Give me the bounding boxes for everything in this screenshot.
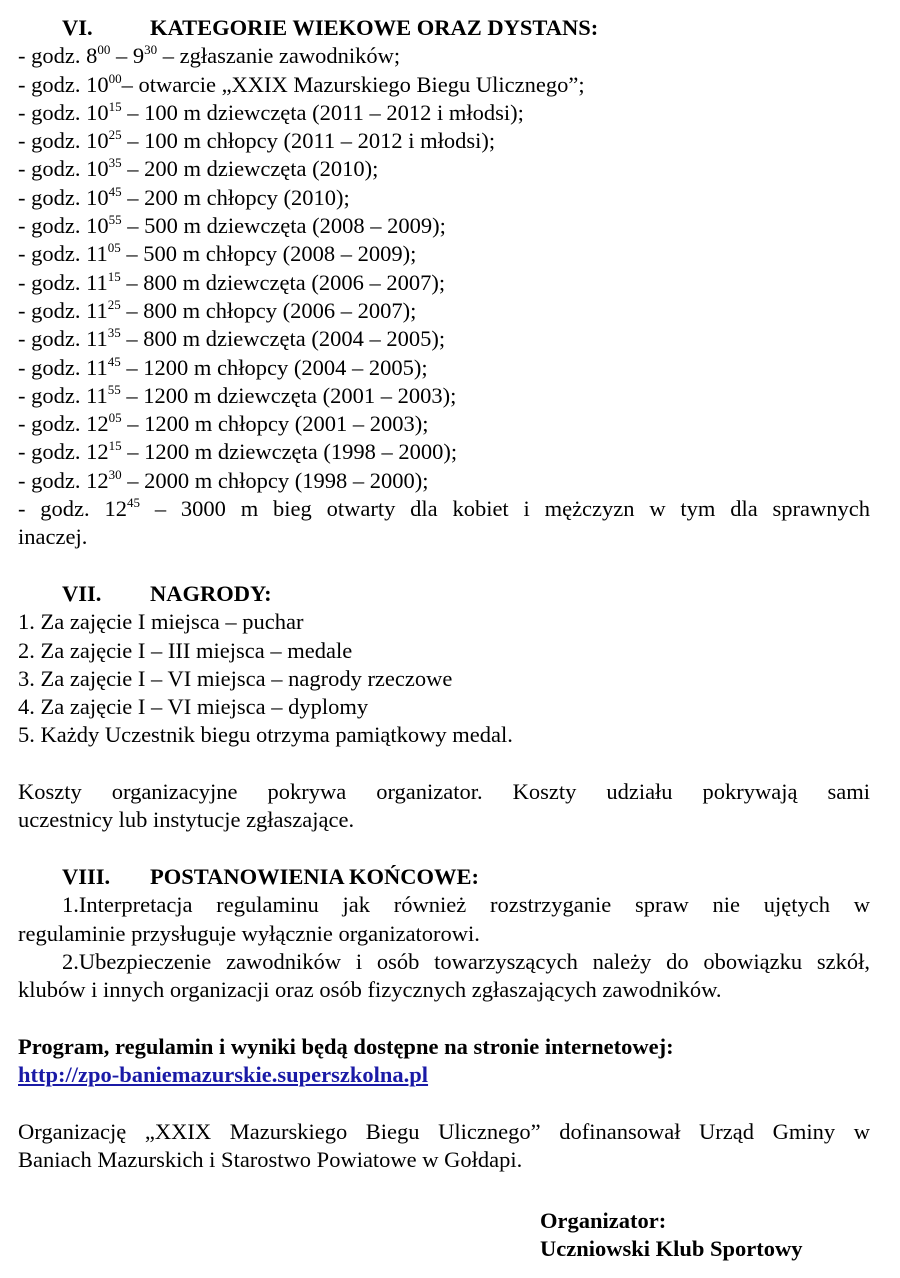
schedule-item: - godz. $10^{25} - 100$ m chłopcy (2011 – 2012 i młodsi); xyxy=(18,127,496,154)
document-page xyxy=(18,14,870,1174)
schedule-list xyxy=(18,42,870,495)
schedule-item: - godz. $10^{00}-$ otwarcie „XXIX Mazurskiego Biegu Ulicznego”; xyxy=(18,70,585,97)
schedule-item: - godz. $11^{15} - 800$ m dziewczęta (2006 – 2007); xyxy=(18,268,446,295)
schedule-item: - godz. $10^{55} - 500$ m dziewczęta (2008 – 2009); xyxy=(18,212,446,239)
section-6-heading xyxy=(18,14,870,42)
website-label: Program, regulamin i wyniki będą dostępne na stronie internetowej: xyxy=(18,1033,674,1059)
section-7-title: NAGRODY: xyxy=(150,580,272,606)
prize-item: 5. Każdy Uczestnik biegu otrzyma pamiątkowy medal. xyxy=(18,722,513,748)
final-provision-2-line1: 2.Ubezpieczenie zawodników i osób towarzyszących należy do obowiązku szkół, xyxy=(62,948,870,974)
schedule-item: - godz. $11^{45} - 1200$ m chłopcy (2004 – 2005); xyxy=(18,353,428,380)
prize-item: 3. Za zajęcie I – VI miejsca – nagrody rzeczowe xyxy=(18,665,453,691)
schedule-item: - godz. $11^{55} - 1200$ m dziewczęta (2001 – 2003); xyxy=(18,381,457,408)
schedule-item: - godz. $10^{15} - 100$ m dziewczęta (2011 – 2012 i młodsi); xyxy=(18,98,524,125)
final-provision-1-line1: 1.Interpretacja regulaminu jak również rozstrzyganie spraw nie ujętych w xyxy=(62,892,870,918)
signature-block xyxy=(540,1207,803,1264)
prize-item: 2. Za zajęcie I – III miejsca – medale xyxy=(18,637,353,663)
section-6-number: VI. xyxy=(62,15,93,40)
schedule-item: - godz. $12^{05} - 1200$ m chłopcy (2001 – 2003); xyxy=(18,410,429,437)
schedule-item-last: - godz. $12^{45} - 3000$ m bieg otwarty dla kobiet i mężczyzn w tym dla sprawnych xyxy=(18,495,870,522)
schedule-item: - godz. $12^{30} - 2000$ m chłopcy (1998 – 2000); xyxy=(18,466,429,493)
funding-line1: Organizację „XXIX Mazurskiego Biegu Ulicznego” dofinansował Urząd Gminy w xyxy=(18,1118,870,1144)
signature-role: Organizator: xyxy=(540,1208,667,1233)
schedule-item-last-continuation: inaczej. xyxy=(18,524,88,550)
schedule-item: - godz. $8^{00} - 9^{30}$ – zgłaszanie zawodników; xyxy=(18,42,401,69)
website-link[interactable]: http://zpo-baniemazurskie.superszkolna.pl xyxy=(18,1061,429,1087)
section-8-title: POSTANOWIENIA KOŃCOWE: xyxy=(150,863,479,889)
final-provision-1-line2: regulaminie przysługuje wyłącznie organizatorowi. xyxy=(18,920,480,946)
funding-line2: Baniach Mazurskich i Starostwo Powiatowe w Gołdapi. xyxy=(18,1146,523,1172)
schedule-item: - godz. $10^{35} - 200$ m dziewczęta (2010); xyxy=(18,155,379,182)
section-8-heading xyxy=(18,863,870,891)
costs-paragraph-line2: uczestnicy lub instytucje zgłaszające. xyxy=(18,807,355,833)
section-8-number: VIII. xyxy=(62,863,111,889)
section-7-number: VII. xyxy=(62,580,102,606)
prize-item: 1. Za zajęcie I miejsca – puchar xyxy=(18,609,304,635)
schedule-item: - godz. $11^{05} - 500$ m chłopcy (2008 – 2009); xyxy=(18,240,417,267)
final-provision-2-line2: klubów i innych organizacji oraz osób fizycznych zgłaszających zawodników. xyxy=(18,977,722,1003)
schedule-item: - godz. $11^{25} - 800$ m chłopcy (2006 – 2007); xyxy=(18,296,417,323)
prize-item: 4. Za zajęcie I – VI miejsca – dyplomy xyxy=(18,694,369,720)
signature-name: Uczniowski Klub Sportowy xyxy=(540,1236,803,1262)
costs-paragraph-line1: Koszty organizacyjne pokrywa organizator. Koszty udziału pokrywają sami xyxy=(18,779,870,805)
schedule-item: - godz. $11^{35} - 800$ m dziewczęta (2004 – 2005); xyxy=(18,325,446,352)
schedule-item: - godz. $10^{45} - 200$ m chłopcy (2010); xyxy=(18,183,350,210)
section-6-title: KATEGORIE WIEKOWE ORAZ DYSTANS: xyxy=(150,15,599,40)
schedule-item: - godz. $12^{15} - 1200$ m dziewczęta (1998 – 2000); xyxy=(18,438,458,465)
section-7-heading xyxy=(18,580,870,608)
